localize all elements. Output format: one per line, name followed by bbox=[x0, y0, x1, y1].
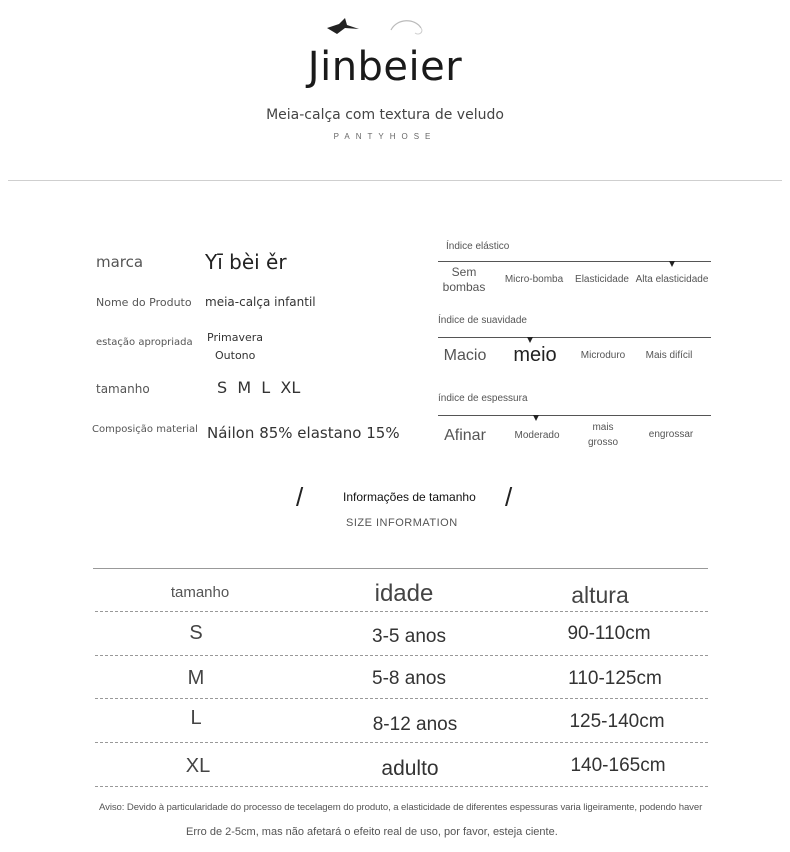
row-divider bbox=[95, 611, 708, 612]
info-label-brand: marca bbox=[96, 253, 144, 271]
softness-option-4: Mais difícil bbox=[645, 350, 693, 361]
info-value-composition: Náilon 85% elastano 15% bbox=[207, 424, 400, 442]
info-label-size: tamanho bbox=[96, 382, 150, 396]
row-age: 5-8 anos bbox=[372, 668, 446, 689]
slash-decoration-left: / bbox=[296, 482, 304, 512]
row-divider bbox=[95, 742, 708, 743]
softness-option-3: Microduro bbox=[580, 350, 626, 361]
thickness-option-4: engrossar bbox=[648, 429, 694, 440]
header-height: altura bbox=[571, 582, 629, 608]
product-subtitle-en: PANTYHOSE bbox=[333, 132, 437, 141]
row-divider bbox=[95, 786, 708, 787]
info-value-season-1: Primavera bbox=[207, 331, 264, 344]
elastic-index-marker bbox=[669, 261, 675, 267]
info-label-season: estação apropriada bbox=[96, 337, 193, 348]
elastic-option-1: Sem bombas bbox=[442, 265, 486, 294]
row-divider bbox=[95, 698, 708, 699]
info-value-brand: Yī bèi ěr bbox=[205, 250, 287, 274]
info-value-season-2: Outono bbox=[215, 349, 256, 362]
thickness-option-1: Afinar bbox=[444, 427, 486, 444]
brand-logo-icon bbox=[325, 16, 445, 46]
row-size: XL bbox=[185, 755, 211, 777]
thickness-option-2: Moderado bbox=[514, 430, 560, 441]
row-divider bbox=[95, 655, 708, 656]
softness-option-2: meio bbox=[513, 344, 557, 366]
thickness-index-scale bbox=[438, 415, 711, 416]
product-subtitle: Meia-calça com textura de veludo bbox=[266, 107, 504, 123]
row-age: 8-12 anos bbox=[372, 714, 458, 735]
header-divider bbox=[8, 180, 782, 181]
row-size: L bbox=[190, 707, 202, 729]
row-age: 3-5 anos bbox=[372, 626, 446, 647]
row-height: 110-125cm bbox=[568, 668, 662, 689]
header-size: tamanho bbox=[170, 584, 230, 601]
elastic-option-3: Elasticidade bbox=[575, 274, 629, 285]
info-value-size: S M L XL bbox=[217, 378, 301, 397]
row-height: 125-140cm bbox=[569, 711, 665, 732]
notice-line-1: Aviso: Devido à particularidade do processo de tecelagem do produto, a elasticidade de diferentes espessuras varia ligeiramente, podendo haver bbox=[99, 802, 703, 813]
row-age: adulto bbox=[381, 757, 439, 780]
size-info-title-en: SIZE INFORMATION bbox=[346, 517, 458, 529]
elastic-option-2: Micro-bomba bbox=[504, 274, 564, 285]
softness-index-title: Índice de suavidade bbox=[438, 315, 527, 326]
info-value-product-name: meia-calça infantil bbox=[205, 295, 316, 309]
info-label-composition: Composição material bbox=[92, 424, 198, 435]
thickness-index-marker bbox=[533, 415, 539, 421]
info-label-product-name: Nome do Produto bbox=[96, 296, 192, 309]
softness-index-scale bbox=[438, 337, 711, 338]
size-info-title: Informações de tamanho bbox=[343, 490, 476, 504]
table-top-border bbox=[93, 568, 708, 569]
notice-line-2: Erro de 2-5cm, mas não afetará o efeito real de uso, por favor, esteja ciente. bbox=[186, 826, 558, 838]
brand-name: Jinbeier bbox=[307, 44, 463, 90]
slash-decoration-right: / bbox=[505, 482, 513, 512]
row-height: 90-110cm bbox=[567, 623, 651, 644]
header-age: idade bbox=[374, 580, 434, 607]
softness-index-marker bbox=[527, 337, 533, 343]
thickness-index-title: índice de espessura bbox=[438, 393, 528, 404]
elastic-option-4: Alta elasticidade bbox=[635, 274, 709, 285]
thickness-option-3: mais grosso bbox=[587, 422, 618, 448]
elastic-index-title: Índice elástico bbox=[446, 241, 510, 252]
row-size: M bbox=[187, 667, 205, 689]
softness-option-1: Macio bbox=[443, 347, 487, 364]
row-size: S bbox=[189, 622, 203, 644]
row-height: 140-165cm bbox=[570, 755, 666, 776]
